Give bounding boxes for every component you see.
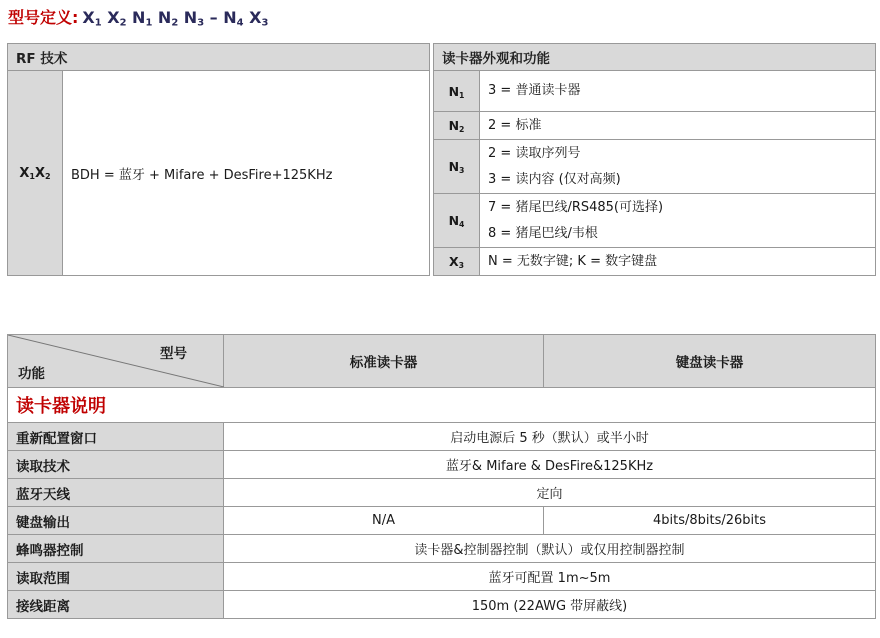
x3-value: N = 无数字键; K = 数字键盘 [480, 248, 876, 276]
spec-label: 蓝牙天线 [8, 479, 224, 507]
n2-value: 2 = 标准 [480, 112, 876, 140]
spec-row [8, 507, 876, 535]
rf-tech-header: RF 技术 [8, 44, 430, 71]
n3-label: $N_3$ [434, 140, 480, 194]
page-title [8, 5, 268, 28]
spec-label: 键盘输出 [8, 507, 224, 535]
reader-function-header: 读卡器外观和功能 [434, 44, 876, 71]
spec-label: 读取技术 [8, 451, 224, 479]
model-definition-table [7, 43, 876, 276]
x3-label: $X_3$ [434, 248, 480, 276]
model-table-header-row [8, 44, 876, 71]
model-table-row [8, 71, 876, 112]
title-label: 型号定义: [8, 8, 79, 27]
model-code: $X_1$ $X_2$ $N_1$ $N_2$ $N_3 - N_4$ $X_3$ [82, 8, 269, 29]
spec-value-standard: N/A [224, 507, 544, 535]
corner-model-label: 型号 [160, 346, 187, 362]
spec-row [8, 479, 876, 507]
spec-row [8, 423, 876, 451]
n4-value: 7 = 猪尾巴线/RS485(可选择) 8 = 猪尾巴线/韦根 [480, 194, 876, 248]
corner-header [8, 335, 224, 388]
section-row [8, 388, 876, 423]
spec-row [8, 535, 876, 563]
spec-table [7, 334, 876, 619]
spec-value: 读卡器&控制器控制（默认）或仅用控制器控制 [224, 535, 876, 563]
spec-value-keypad: 4bits/8bits/26bits [544, 507, 876, 535]
n3-value: 2 = 读取序列号 3 = 读内容 (仅对高频) [480, 140, 876, 194]
spec-label: 重新配置窗口 [8, 423, 224, 451]
spec-row [8, 591, 876, 619]
spec-label: 蜂鸣器控制 [8, 535, 224, 563]
spec-label: 读取范围 [8, 563, 224, 591]
spec-value: 蓝牙可配置 1m~5m [224, 563, 876, 591]
spec-value: 启动电源后 5 秒（默认）或半小时 [224, 423, 876, 451]
spec-value: 蓝牙& Mifare & DesFire&125KHz [224, 451, 876, 479]
spec-value: 定向 [224, 479, 876, 507]
spec-label: 接线距离 [8, 591, 224, 619]
spec-row [8, 451, 876, 479]
col-standard-reader: 标准读卡器 [224, 335, 544, 388]
n2-label: $N_2$ [434, 112, 480, 140]
col-keypad-reader: 键盘读卡器 [544, 335, 876, 388]
bdh-value: BDH = 蓝牙 + Mifare + DesFire+125KHz [63, 71, 430, 276]
n4-label: $N_4$ [434, 194, 480, 248]
spec-row [8, 563, 876, 591]
corner-function-label: 功能 [18, 366, 45, 382]
x1x2-label: $X_1X_2$ [8, 71, 63, 276]
spec-value: 150m (22AWG 带屏蔽线) [224, 591, 876, 619]
n1-label: $N_1$ [434, 71, 480, 112]
n1-value: 3 = 普通读卡器 [480, 71, 876, 112]
spec-header-row [8, 335, 876, 388]
section-title: 读卡器说明 [8, 388, 876, 423]
